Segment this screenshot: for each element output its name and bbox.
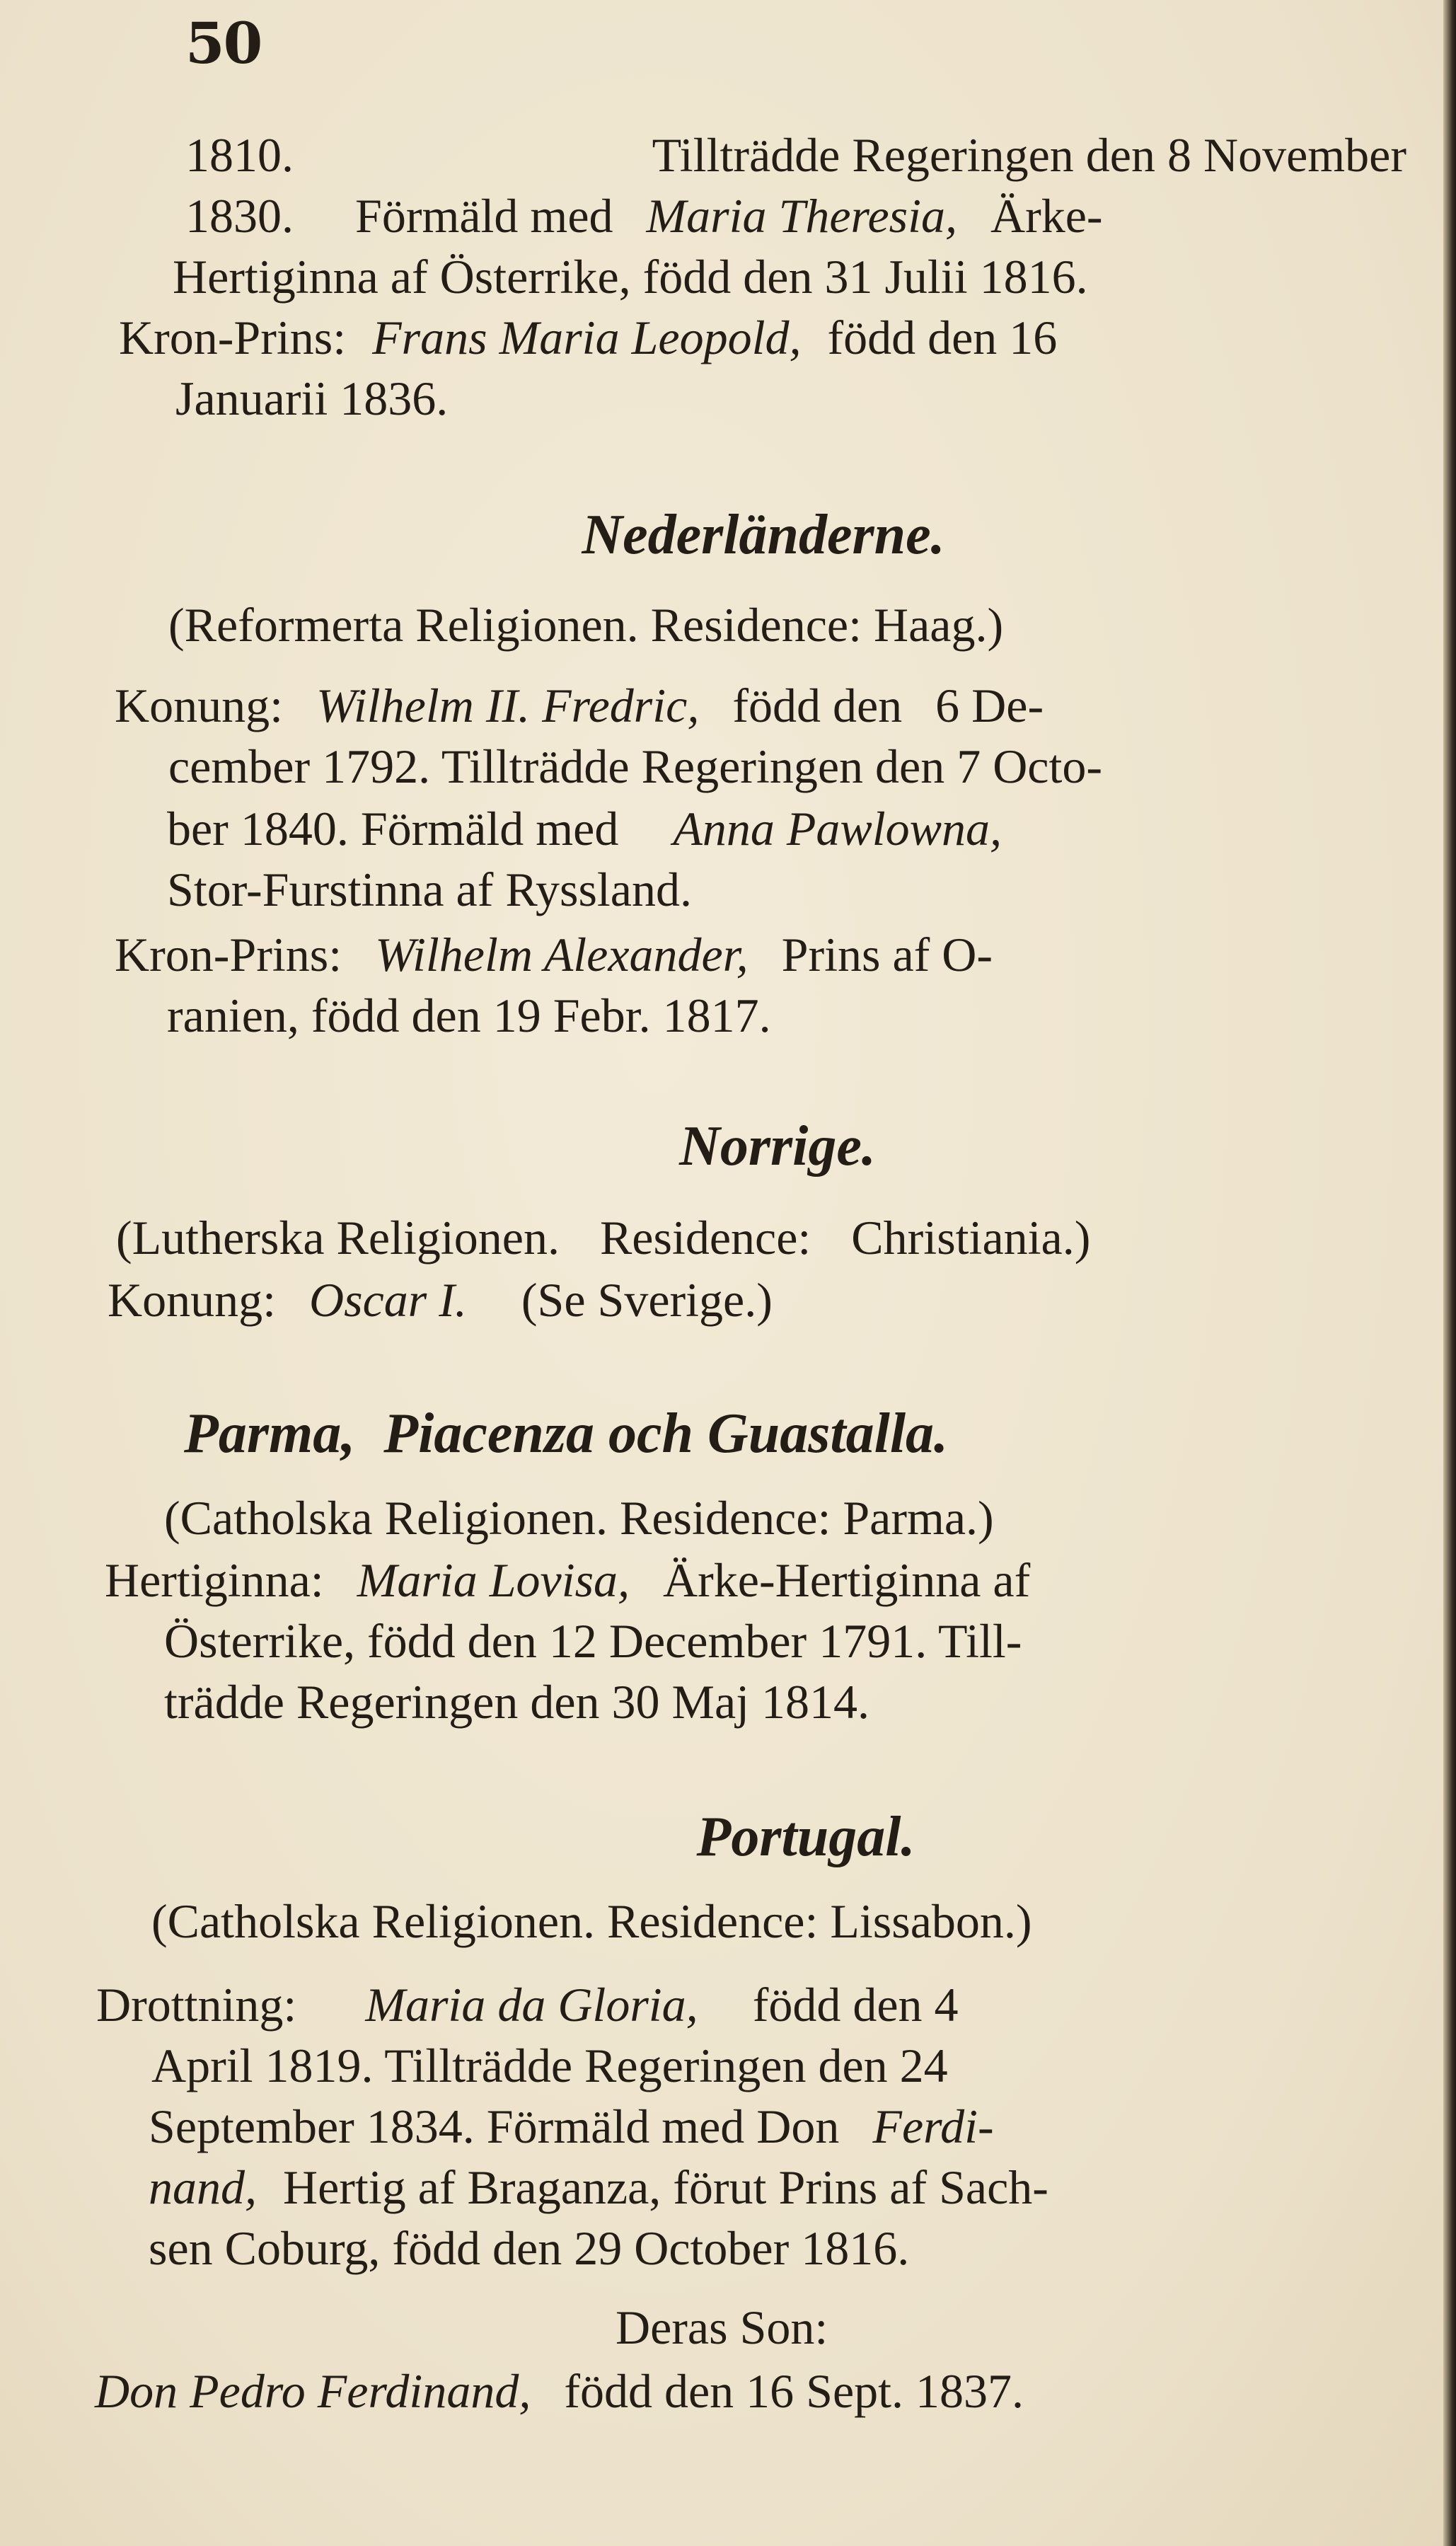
year: 1810. [185,128,294,182]
text-line [119,307,1421,368]
text-line [95,2361,1456,2421]
text: ber 1840. Förmäld med [167,802,619,856]
text-line: sen Coburg, född den 29 October 1816. [149,2221,910,2275]
text-line [105,1550,1456,1611]
text: Kron-Prins: [115,928,342,981]
text-line [116,1207,1456,1268]
text: Konung: [115,679,283,732]
text-line: Deras Son: [616,2300,828,2354]
heading-part: Parma, [184,1402,356,1465]
text-line [108,1269,1456,1330]
text: Kron-Prins: [119,311,347,364]
text-line [115,675,1456,736]
text: Förmäld med [355,189,613,243]
text: September 1834. Förmäld med Don [149,2099,840,2153]
text-line: (Catholska Religionen. Residence: Parma.) [164,1491,994,1545]
text-line: trädde Regeringen den 30 Maj 1814. [164,1675,870,1729]
text-line [149,2157,1456,2218]
person-name: Oscar I. [309,1273,467,1327]
person-name: Anna Pawlowna, [673,802,1003,856]
text: Prins af O- [781,928,993,981]
text-line: April 1819. Tillträdde Regeringen den 24 [151,2039,948,2092]
text: Ärke-Hertiginna af [663,1553,1031,1607]
text: 6 De- [935,679,1044,732]
text-line: Österrike, född den 12 December 1791. Till- [164,1614,1022,1668]
text: Hertiginna: [105,1553,324,1607]
page-number: 50 [185,10,262,76]
person-name: Maria Theresia, [646,189,957,243]
text-line: Januarii 1836. [175,371,449,425]
text: född den [732,679,903,732]
text-line [115,924,1456,985]
person-name: Wilhelm Alexander, [375,928,749,981]
person-name: Don Pedro Ferdinand, [95,2364,531,2418]
text: Drottning: [96,1978,297,2032]
text: född den 16 [827,311,1058,364]
text: Hertig af Braganza, förut Prins af Sach- [283,2160,1048,2214]
text: (Se Sverige.) [521,1273,773,1327]
text-line: ranien, född den 19 Febr. 1817. [167,989,771,1042]
text: Ärke- [990,189,1103,243]
text-line [185,185,1409,246]
text-line [167,798,1456,859]
text: 1830. [185,189,294,243]
text: Residence: [599,1211,811,1265]
text-line: Hertiginna af Österrike, född den 31 Julii 1816. [173,250,1088,304]
text-line [0,125,1456,185]
person-name: Ferdi- [872,2099,994,2153]
person-name: Maria Lovisa, [357,1553,630,1607]
section-heading: Portugal. [696,1806,915,1868]
section-heading [184,1398,1387,1469]
text-line [149,2096,1456,2157]
text-line [96,1974,1456,2035]
person-name: nand, [149,2160,257,2214]
person-name: Frans Maria Leopold, [372,311,802,364]
person-name: Wilhelm II. Fredric, [316,679,700,732]
text: Tillträdde Regeringen den 8 November [652,128,1406,182]
text: Christiania.) [851,1211,1091,1265]
heading-part: Piacenza och Guastalla. [383,1402,949,1465]
text: född den 4 [752,1978,959,2032]
text-line: (Catholska Religionen. Residence: Lissabon.) [151,1894,1032,1948]
text: född den 16 Sept. 1837. [564,2364,1024,2418]
text-line: cember 1792. Tillträdde Regeringen den 7 Octo- [168,739,1103,793]
text-line: (Reformerta Religionen. Residence: Haag.) [168,598,1004,652]
text-line: Stor-Furstinna af Ryssland. [167,863,692,916]
person-name: Maria da Gloria, [365,1978,698,2032]
text: (Lutherska Religionen. [116,1211,560,1265]
section-heading: Nederländerne. [582,504,945,566]
section-heading: Norrige. [679,1115,876,1177]
text: Konung: [108,1273,276,1327]
